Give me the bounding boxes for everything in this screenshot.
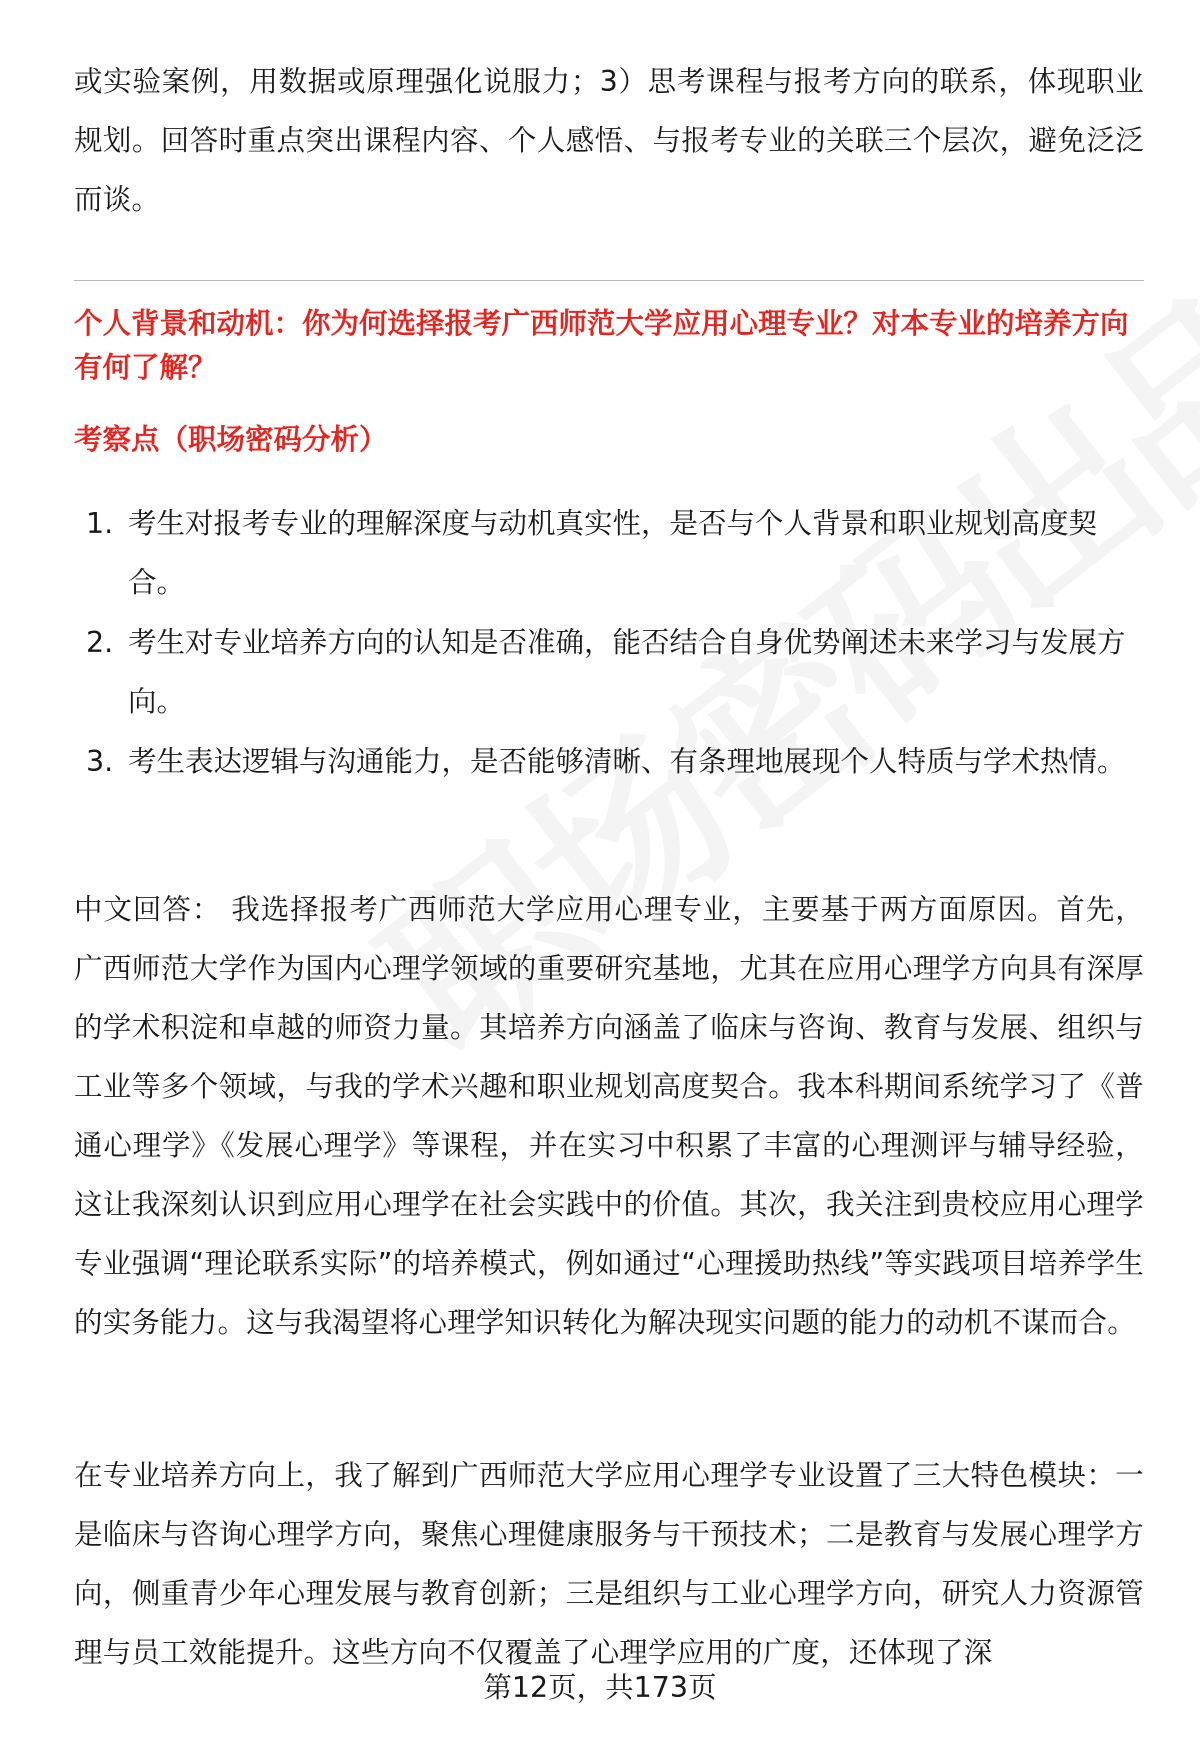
list-item-text: 考生表达逻辑与沟通能力，是否能够清晰、有条理地展现个人特质与学术热情。 <box>128 745 1126 778</box>
question-heading: 个人背景和动机：你为何选择报考广西师范大学应用心理专业？对本专业的培养方向有何了解？ <box>74 307 1129 384</box>
answer-paragraph-2: 在专业培养方向上，我了解到广西师范大学应用心理学专业设置了三大特色模块：一是临床与咨询心理学方向，聚焦心理健康服务与干预技术；二是教育与发展心理学方向，侧重青少年心理发展与教育创新；三是组织与工业心理学方向，研究人力资源管理与员工效能提升。这些方向不仅覆盖了心理学应用的广度，还体现了深 <box>74 1459 1144 1669</box>
answer-paragraph-1: 中文回答： 我选择报考广西师范大学应用心理专业，主要基于两方面原因。首先，广西师范大学作为国内心理学领域的重要研究基地，尤其在应用心理学方向具有深厚的学术积淀和卓越的师资力量。其培养方向涵盖了临床与咨询、教育与发展、组织与工业等多个领域，与我的学术兴趣和职业规划高度契合。我本科期间系统学习了《普通心理学》《发展心理学》等课程，并在实习中积累了丰富的心理测评与辅导经验，这让我深刻认识到应用心理学在社会实践中的价值。其次，我关注到贵校应用心理学专业强调“理论联系实际”的培养模式，例如通过“心理援助热线”等实践项目培养学生的实务能力。这与我渴望将心理学知识转化为解决现实问题的能力的动机不谋而合。 <box>74 893 1144 1339</box>
list-item-text: 考生对报考专业的理解深度与动机真实性，是否与个人背景和职业规划高度契合。 <box>128 507 1098 599</box>
points-list <box>74 494 1144 792</box>
list-item <box>74 613 1144 731</box>
list-item-number: 2. <box>86 626 114 659</box>
section-divider <box>74 280 1144 281</box>
list-item-text: 考生对专业培养方向的认知是否准确，能否结合自身优势阐述未来学习与发展方向。 <box>128 626 1126 718</box>
list-item <box>74 494 1144 612</box>
list-item-number: 1. <box>86 507 114 540</box>
list-item-number: 3. <box>86 745 114 778</box>
page-footer: 第12页，共173页 <box>483 1671 717 1704</box>
list-item <box>74 732 1144 791</box>
intro-paragraph: 或实验案例，用数据或原理强化说服力；3）思考课程与报考方向的联系，体现职业规划。回答时重点突出课程内容、个人感悟、与报考专业的关联三个层次，避免泛泛而谈。 <box>74 65 1144 216</box>
section-title: 考察点（职场密码分析） <box>74 423 388 456</box>
